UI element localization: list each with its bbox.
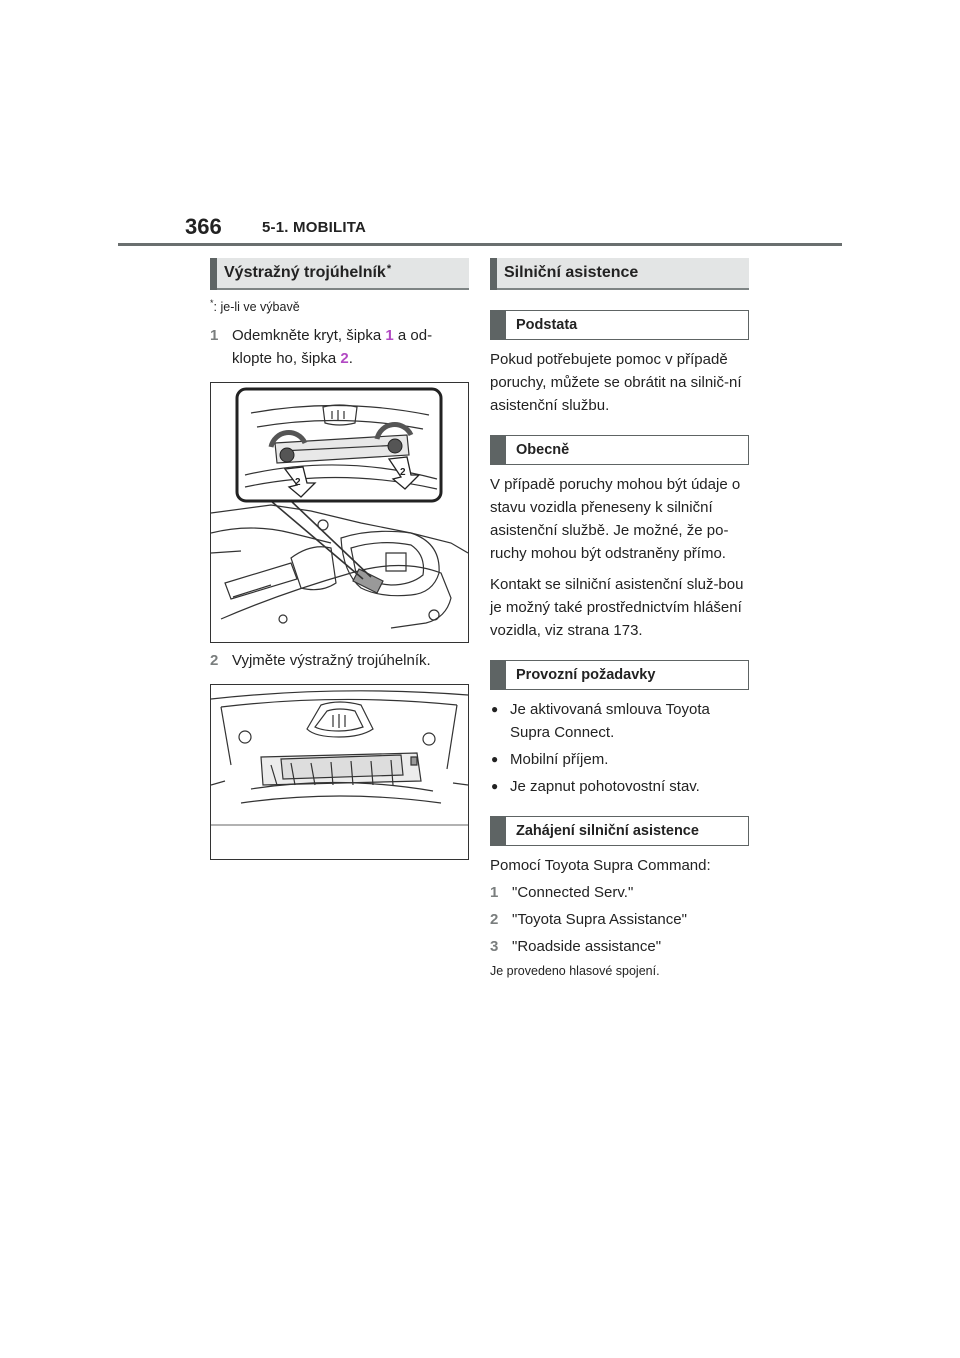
arrow-1-ref: 1 [385, 327, 394, 345]
step-text-part: Odemkněte kryt, šipka [232, 327, 386, 345]
step-number: 2 [210, 652, 219, 670]
step-1 [210, 324, 469, 370]
step-number: 1 [490, 884, 499, 901]
paragraph-data-transfer: V případě poruchy mohou být údaje o stavu vozidla přeneseny k silniční asistenční službě. Je možné, že po-ruchy mohou být odstraněny přímo. [490, 476, 741, 562]
step-number: 2 [490, 911, 499, 928]
step-2 [210, 649, 469, 672]
footnote-text: : je-li ve výbavě [213, 300, 300, 315]
figure-unlock-cover [210, 382, 469, 643]
bullet-icon: ● [491, 779, 499, 793]
arrow-label-left: 2 [295, 477, 301, 489]
menu-step-1 [490, 881, 749, 904]
heading-warning-triangle [210, 258, 469, 290]
step-text: "Toyota Supra Assistance" [512, 911, 687, 928]
subheading-general [490, 435, 749, 465]
subheading-principle [490, 310, 749, 340]
bullet-icon: ● [491, 702, 499, 716]
paragraph-contact: Kontakt se silniční asistenční služ-bou je možný také prostřednictvím hlášení vozidla, viz strana 173. [490, 576, 744, 639]
step-text-part: a od-klopte ho, šipka [232, 327, 433, 368]
header-rule [118, 243, 842, 246]
right-column [490, 258, 749, 978]
arrow-2-ref: 2 [340, 350, 349, 368]
heading-asterisk: * [386, 263, 392, 275]
step-number: 1 [210, 327, 219, 345]
voice-connection-note: Je provedeno hlasové spojení. [490, 964, 660, 978]
paragraph-command: Pomocí Toyota Supra Command: [490, 857, 711, 874]
menu-step-3 [490, 935, 749, 958]
equipment-footnote [210, 298, 469, 314]
figure-remove-triangle [210, 684, 469, 860]
trunk-cover-illustration [211, 383, 468, 642]
subheading-start-assistance [490, 816, 749, 846]
list-item [490, 698, 749, 744]
step-text: Vyjměte výstražný trojúhelník. [232, 652, 431, 670]
bullet-icon: ● [491, 752, 499, 766]
step-text: "Roadside assistance" [512, 938, 662, 955]
section-title: 5-1. MOBILITA [262, 219, 366, 236]
left-column [210, 258, 469, 860]
list-item [490, 748, 749, 771]
triangle-removal-illustration [211, 685, 468, 859]
heading-roadside-assistance [490, 258, 749, 290]
footnote-asterisk: * [210, 298, 214, 308]
arrow-label-right: 2 [400, 467, 406, 479]
menu-step-2 [490, 908, 749, 931]
subheading-text: Zahájení silniční asistence [516, 823, 699, 839]
requirements-list [490, 698, 749, 798]
step-text-part: . [348, 350, 353, 368]
subheading-text: Podstata [516, 317, 578, 333]
heading-text: Silniční asistence [504, 264, 639, 281]
subheading-requirements [490, 660, 749, 690]
subheading-text: Obecně [516, 442, 570, 458]
list-item-text: Je aktivovaná smlouva Toyota Supra Connect. [510, 701, 710, 741]
list-item-text: Je zapnut pohotovostní stav. [510, 778, 700, 795]
list-item-text: Mobilní příjem. [510, 751, 609, 768]
step-text [232, 324, 469, 370]
step-number: 3 [490, 938, 499, 955]
subheading-text: Provozní požadavky [516, 667, 656, 683]
page-number: 366 [185, 214, 222, 239]
list-item [490, 775, 749, 798]
paragraph-principle: Pokud potřebujete pomoc v případě poruchy, můžete se obrátit na silnič-ní asistenční službu. [490, 351, 742, 414]
step-text: "Connected Serv." [512, 884, 634, 901]
heading-text: Výstražný trojúhelník [224, 264, 386, 281]
